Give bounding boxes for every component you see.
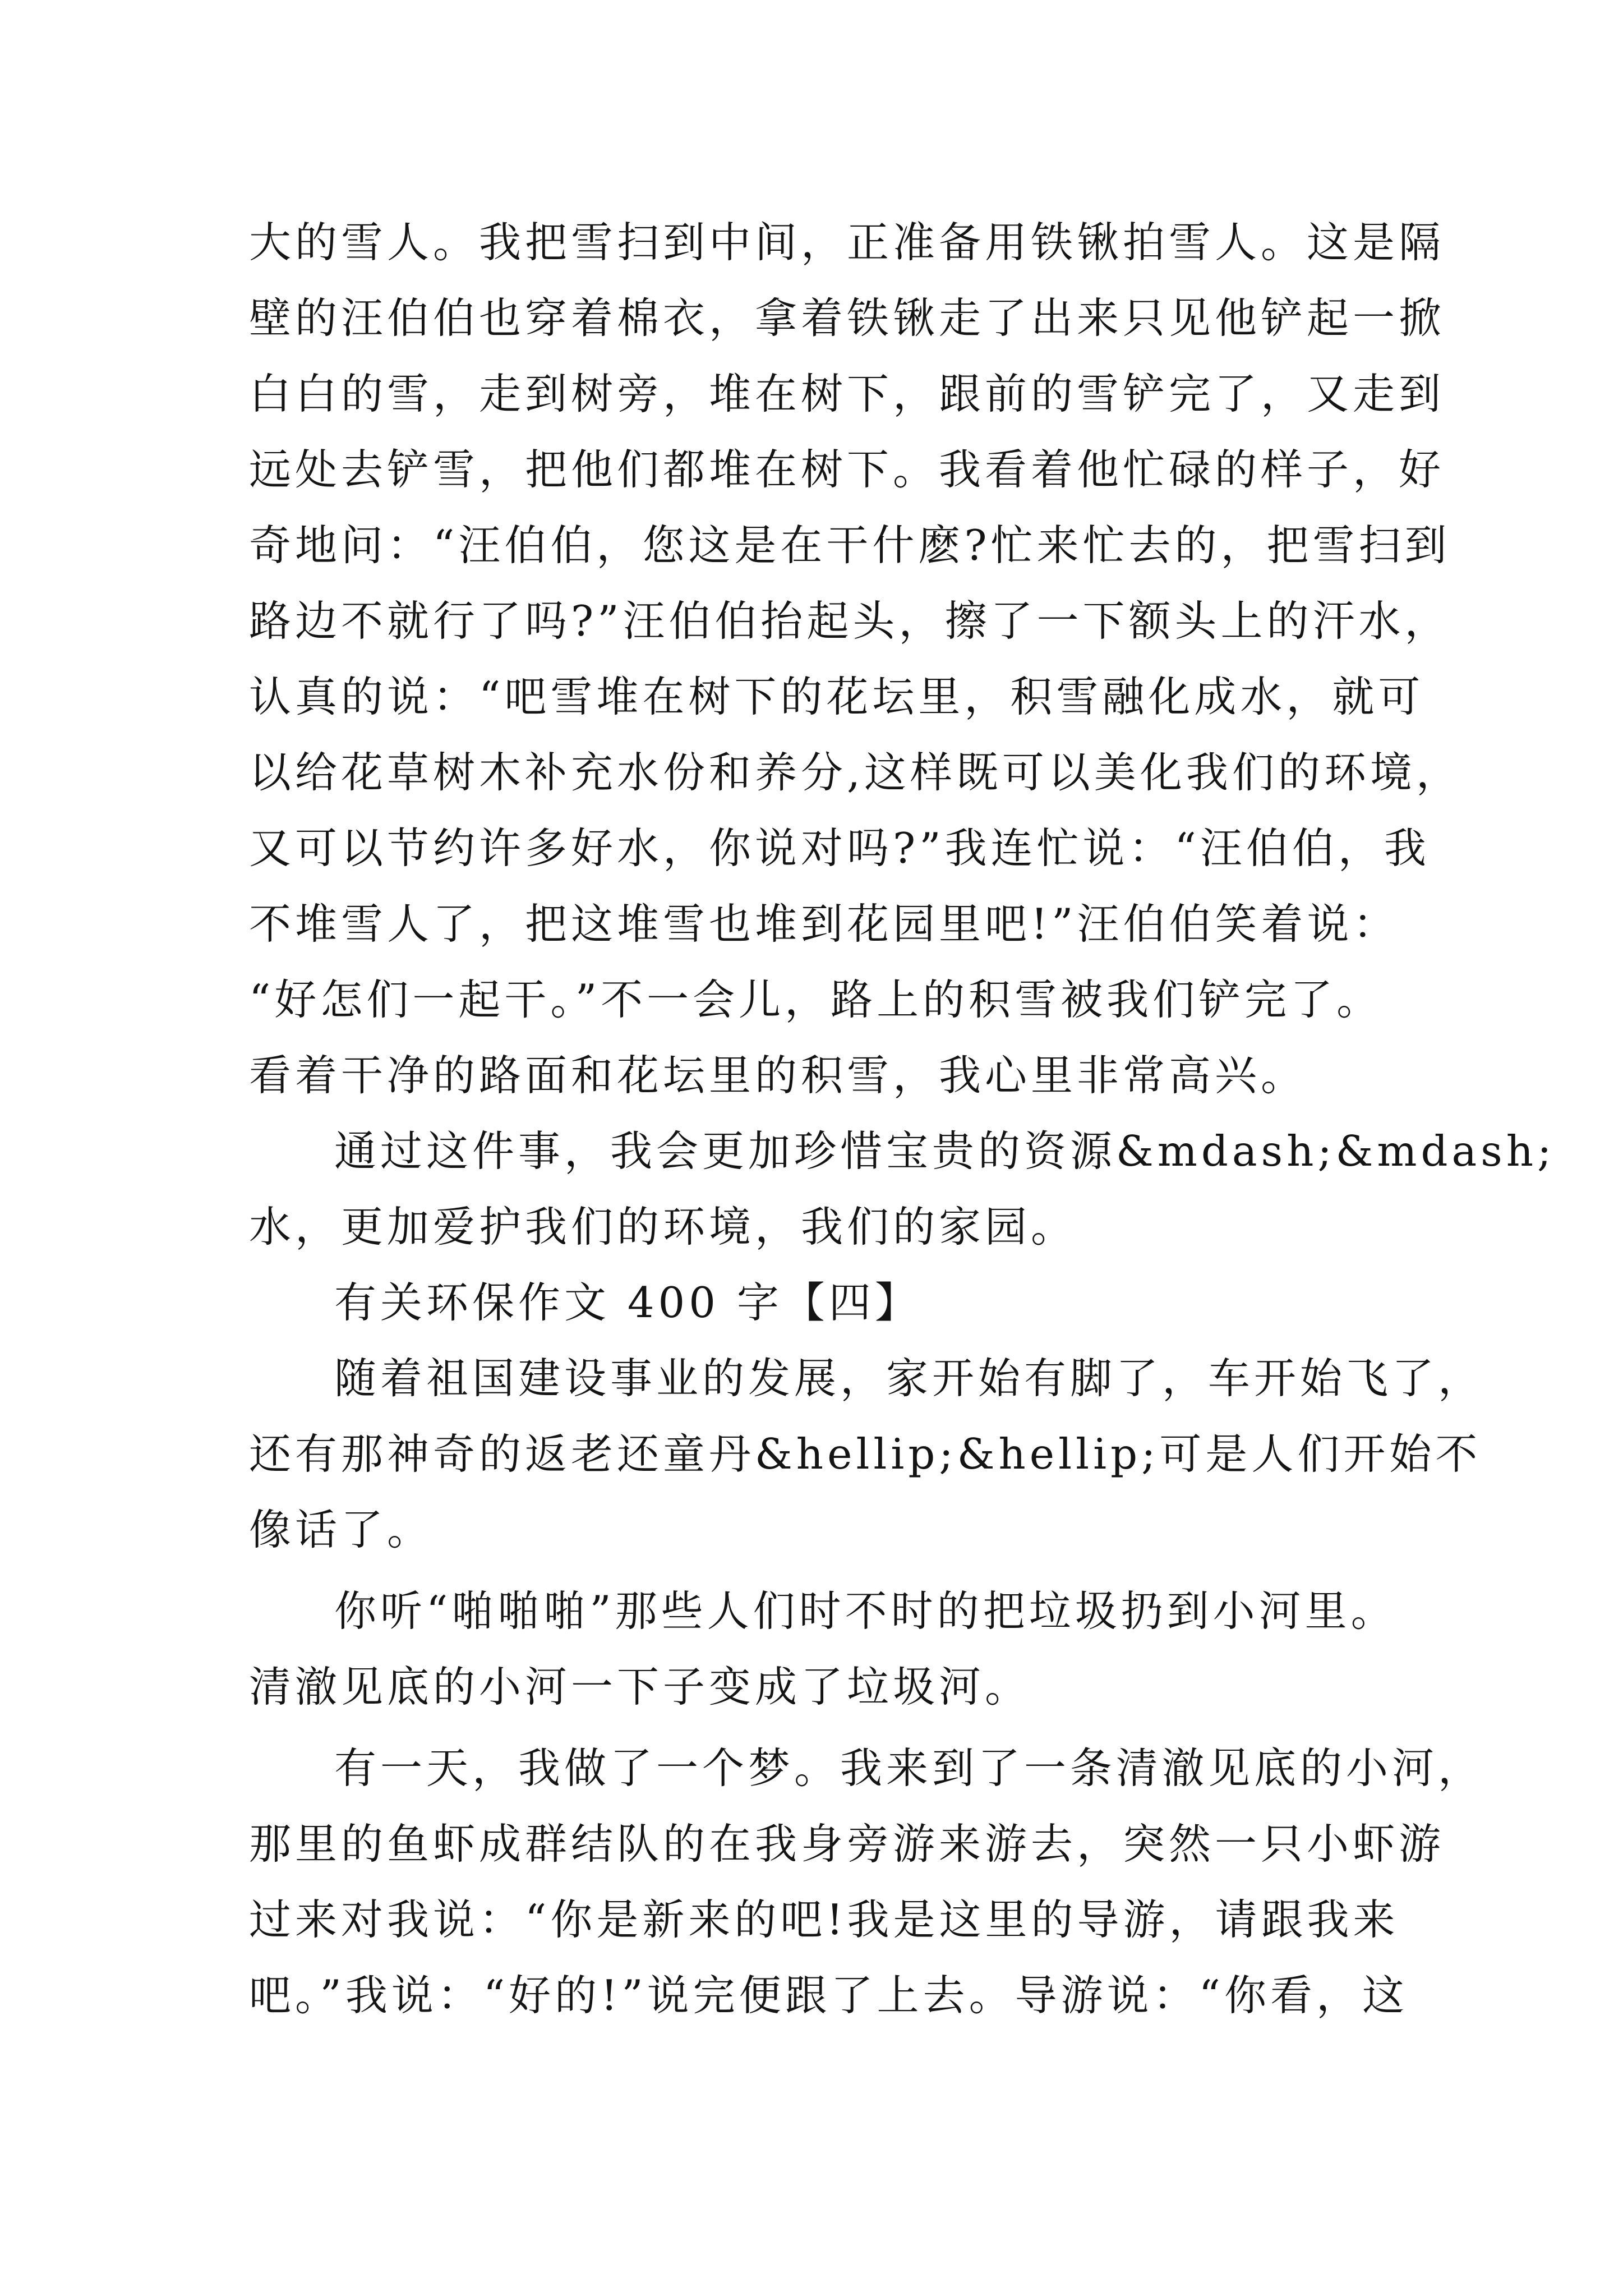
text-line: 远处去铲雪，把他们都堆在树下。我看着他忙碌的样子，好 <box>249 445 1445 494</box>
paragraph-start-line: 有一天，我做了一个梦。我来到了一条清澈见底的小河， <box>334 1743 1484 1793</box>
text-line: 清澈见底的小河一下子变成了垃圾河。 <box>249 1662 1031 1711</box>
text-line: 壁的汪伯伯也穿着棉衣，拿着铁锹走了出来只见他铲起一掀 <box>249 293 1445 343</box>
text-line: 奇地问：“汪伯伯，您这是在干什麽?忙来忙去的，把雪扫到 <box>249 521 1451 570</box>
paragraph-start-line: 通过这件事，我会更加珍惜宝贵的资源&mdash;&mdash; <box>334 1126 1556 1176</box>
text-line: 看着干净的路面和花坛里的积雪，我心里非常高兴。 <box>249 1051 1307 1100</box>
text-line: 过来对我说：“你是新来的吧!我是这里的导游，请跟我来 <box>249 1895 1399 1944</box>
text-line: 大的雪人。我把雪扫到中间，正准备用铁锹拍雪人。这是隔 <box>249 218 1445 267</box>
text-line: 又可以节约许多好水，你说对吗?”我连忙说：“汪伯伯，我 <box>249 823 1430 873</box>
text-line: 白白的雪，走到树旁，堆在树下，跟前的雪铲完了，又走到 <box>249 369 1445 418</box>
paragraph-start-line: 随着祖国建设事业的发展，家开始有脚了，车开始飞了， <box>334 1354 1484 1403</box>
text-line: 路边不就行了吗?”汪伯伯抬起头，擦了一下额头上的汗水， <box>249 596 1451 646</box>
text-line: 吧。”我说：“好的!”说完便跟了上去。导游说：“你看，这 <box>249 1971 1409 2020</box>
text-line: 不堆雪人了，把这堆雪也堆到花园里吧!”汪伯伯笑着说： <box>249 899 1399 949</box>
text-line: 认真的说：“吧雪堆在树下的花坛里，积雪融化成水，就可 <box>249 672 1424 721</box>
text-line: 水，更加爱护我们的环境，我们的家园。 <box>249 1202 1077 1251</box>
paragraph-start-line: 你听“啪啪啪”那些人们时不时的把垃圾扔到小河里。 <box>334 1586 1397 1636</box>
text-line: 还有那神奇的返老还童丹&hellip;&hellip;可是人们开始不 <box>249 1429 1482 1479</box>
section-heading: 有关环保作文 400 字【四】 <box>334 1278 921 1327</box>
text-line: 那里的鱼虾成群结队的在我身旁游来游去，突然一只小虾游 <box>249 1819 1445 1869</box>
text-line: “好怎们一起干。”不一会儿，路上的积雪被我们铲完了。 <box>249 975 1383 1024</box>
text-line: 以给花草树木补充水份和养分,这样既可以美化我们的环境， <box>249 748 1462 797</box>
text-line: 像话了。 <box>249 1505 434 1554</box>
